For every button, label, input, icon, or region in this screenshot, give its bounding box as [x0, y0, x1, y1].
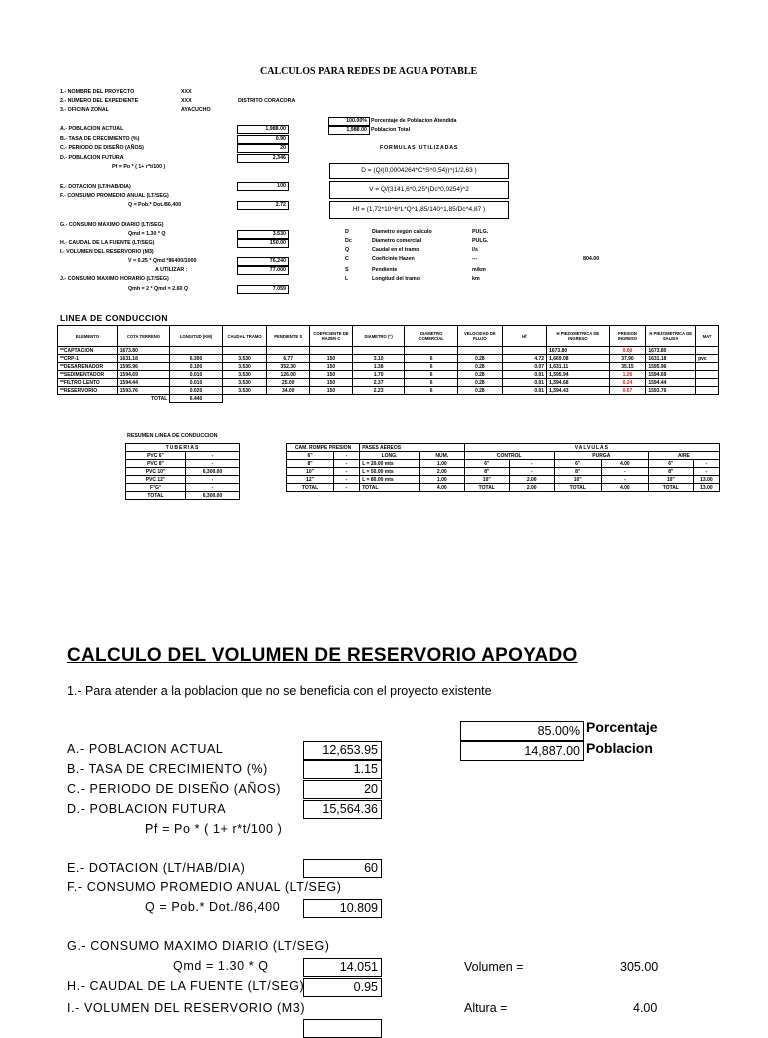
- table-row: [126, 444, 240, 452]
- oficina-value: AYACUCHO: [181, 107, 211, 113]
- formulas-title: FORMULAS UTILIZADAS: [380, 145, 459, 151]
- reservorio-subtitle: 1.- Para atender a la poblacion que no se beneficia con el proyecto existente: [67, 684, 492, 698]
- cell: 1.26: [609, 371, 646, 379]
- cell: 150: [310, 363, 353, 371]
- res-dotacion-label: E.- DOTACION (LT/HAB/DIA): [67, 861, 246, 875]
- cell: -: [334, 452, 360, 460]
- dotacion-label: E.- DOTACION (LT/HAB/DIA): [60, 184, 131, 190]
- cell: [696, 363, 719, 371]
- cell: 25.00: [267, 379, 310, 387]
- table-row: [126, 476, 240, 484]
- volumen-value: 305.00: [620, 960, 659, 974]
- cell: 6.77: [267, 355, 310, 363]
- cell: 0.07: [502, 363, 546, 371]
- pases-sub-long: LONG.: [360, 452, 420, 460]
- cell: 34.00: [267, 387, 310, 395]
- cell: L = 80.00 mts: [360, 476, 420, 484]
- page-title: CALCULOS PARA REDES DE AGUA POTABLE: [260, 66, 478, 77]
- col-header: DIAMETRO ("): [352, 326, 405, 347]
- cell: L = 20.00 mts: [360, 460, 420, 468]
- cell: [696, 379, 719, 387]
- total-value: 6.440: [170, 395, 223, 403]
- poblacion-actual-label: A.- POBLACION ACTUAL: [60, 126, 124, 132]
- total-row: [58, 395, 719, 403]
- res-periodo-value: 20: [303, 780, 382, 799]
- cell: [310, 347, 353, 355]
- cell: 1,631.11: [547, 363, 610, 371]
- consumo-max-diario-label: G.- CONSUMO MAXIMO DIARIO (LT/SEG): [60, 222, 164, 228]
- formula-hf: Hf = (1,72*10^6*L*Q^1,85/140^1,85/Dc^4,87 ): [329, 201, 509, 219]
- table-row: [287, 476, 720, 484]
- cell: -: [509, 468, 554, 476]
- table-row: [58, 363, 719, 371]
- pf-formula: Pf = Po * ( 1+ r*t/100 ): [112, 164, 166, 170]
- cell: [405, 347, 458, 355]
- table-row: [287, 484, 720, 492]
- cell: 126.00: [267, 371, 310, 379]
- cell: 150: [310, 387, 353, 395]
- res-qmd-value: 14.051: [303, 958, 382, 977]
- cell: 1594.44: [117, 379, 169, 387]
- cell: -: [693, 460, 719, 468]
- cell: 2.00: [419, 468, 464, 476]
- cell: 6.300: [170, 355, 223, 363]
- cell: -: [601, 468, 648, 476]
- cell: F°G°: [126, 484, 186, 492]
- cell: 0.01: [502, 379, 546, 387]
- periodo-value: 20: [237, 144, 289, 153]
- cell: 1595.96: [117, 363, 169, 371]
- res-caudal-fuente-label: H.- CAUDAL DE LA FUENTE (LT/SEG): [67, 979, 305, 993]
- table-row: [58, 355, 719, 363]
- cell: 1.00: [419, 476, 464, 484]
- qmd-formula: Qmd = 1.30 * Q: [128, 231, 166, 237]
- cell: -: [186, 452, 240, 460]
- project-name-label: 1.- NOMBRE DEL PROYECTO: [60, 89, 135, 95]
- cell: 1,594.68: [547, 379, 610, 387]
- cell: PVC 12": [126, 476, 186, 484]
- legend-sym: C: [345, 256, 349, 262]
- table-row: [287, 452, 720, 460]
- cell: 150: [310, 355, 353, 363]
- cell: 2.00: [509, 476, 554, 484]
- cell: -: [334, 468, 360, 476]
- cell: 37.90: [609, 355, 646, 363]
- cell: 2.37: [352, 379, 405, 387]
- altura-value: 4.00: [633, 1001, 658, 1015]
- legend-sym: D: [345, 229, 349, 235]
- cell: 6: [405, 363, 458, 371]
- res-q-value: 10.809: [303, 899, 382, 918]
- cell: 1594.69: [117, 371, 169, 379]
- cam-header: CAM. ROMPE PRESION: [287, 444, 360, 452]
- table-row: [58, 387, 719, 395]
- cell: 150: [310, 379, 353, 387]
- atendida-pct-value: 100.00%: [328, 117, 370, 126]
- cell: 1631.18: [117, 355, 169, 363]
- cell: 8": [554, 468, 601, 476]
- res-dotacion-value: 60: [303, 859, 382, 878]
- cell: 6: [405, 379, 458, 387]
- cell: 1,669.08: [547, 355, 610, 363]
- cell: PVC 10": [126, 468, 186, 476]
- cell: 1594.69: [646, 371, 696, 379]
- cell: pvc: [696, 355, 719, 363]
- cell: 1593.76: [646, 387, 696, 395]
- consumo-max-horario-label: J.- CONSUMO MAXIMO HORARIO (LT/SEG): [60, 276, 169, 282]
- cell: 0.00: [609, 347, 646, 355]
- cell: -: [186, 484, 240, 492]
- res-q-formula: Q = Pob.* Dot./86,400: [145, 900, 281, 914]
- expediente-label: 2.- NUMERO DEL EXPEDIENTE: [60, 98, 139, 104]
- cell: TOTAL: [360, 484, 420, 492]
- cell: 13.00: [693, 484, 719, 492]
- expediente-value: XXX: [181, 98, 192, 104]
- cell: 1673.80: [117, 347, 169, 355]
- cell: 0.67: [609, 387, 646, 395]
- cell: 3.530: [222, 371, 267, 379]
- cell: 1595.96: [646, 363, 696, 371]
- table-row: [126, 468, 240, 476]
- tuberias-table: [125, 443, 240, 500]
- oficina-label: 3.- OFICINA ZONAL: [60, 107, 109, 113]
- tasa-value: 0.90: [237, 135, 289, 144]
- col-header: LONGITUD (KM): [170, 326, 223, 347]
- utilizar-label: A UTILIZAR :: [155, 267, 188, 273]
- cell: -: [186, 460, 240, 468]
- res-poblacion-futura-label: D.- POBLACION FUTURA: [67, 802, 227, 816]
- resumen-title: RESUMEN LINEA DE CONDUCCION: [127, 433, 218, 439]
- cell: [696, 371, 719, 379]
- linea-title: LINEA DE CONDUCCION: [60, 313, 168, 323]
- cell: 10": [554, 476, 601, 484]
- porcentaje-label: Porcentaje: [586, 719, 658, 735]
- legend-unit: PULG.: [472, 238, 489, 244]
- legend-unit: ---: [472, 256, 478, 262]
- cell: 0.01: [502, 387, 546, 395]
- cell: 1.70: [352, 371, 405, 379]
- cell: 1,594.43: [547, 387, 610, 395]
- valv-sub-control: CONTROL: [464, 452, 554, 460]
- res-caudal-fuente-value: 0.95: [303, 978, 382, 997]
- qmh-formula: Qmh = 2 * Qmd = 2.60 Q: [128, 286, 189, 292]
- cell: 3.530: [222, 379, 267, 387]
- res-tasa-value: 1.15: [303, 760, 382, 779]
- consumo-promedio-label: F.- CONSUMO PROMEDIO ANUAL (LT/SEG): [60, 193, 169, 199]
- q-value: 2.72: [237, 201, 289, 210]
- poblacion-futura-value: 2,346: [237, 154, 289, 163]
- linea-table: [57, 325, 719, 403]
- cell: -: [334, 484, 360, 492]
- cell: 13.00: [693, 476, 719, 484]
- cell: 4.00: [419, 484, 464, 492]
- caudal-fuente-value: 150.00: [237, 239, 289, 248]
- linea-header-row: [58, 326, 719, 347]
- cell: [696, 347, 719, 355]
- res-periodo-label: C.- PERIODO DE DISEÑO (AÑOS): [67, 782, 282, 796]
- legend-desc: Diametro comercial: [372, 238, 422, 244]
- col-header: COEFICIENTE DE HAZEN C: [310, 326, 353, 347]
- cell: -: [693, 468, 719, 476]
- poblacion-actual-value: 1,988.00: [237, 125, 289, 134]
- legend-sym: Q: [345, 247, 350, 253]
- poblacion-total-value: 1,988.00: [328, 126, 370, 135]
- cell: TOTAL: [287, 484, 334, 492]
- legend-desc: Coeficinte Hazen: [372, 256, 415, 262]
- cell: **FILTRO LENTO: [58, 379, 118, 387]
- cell: 6": [648, 460, 693, 468]
- res-volumen-value-box: [303, 1019, 382, 1038]
- cell: 0.01: [502, 371, 546, 379]
- caudal-fuente-label: H.- CAUDAL DE LA FUENTE (LT/SEG): [60, 240, 155, 246]
- volumen-label: Volumen =: [464, 960, 524, 974]
- cell: 0.010: [170, 379, 223, 387]
- cell: 1.38: [352, 363, 405, 371]
- cell: 150: [310, 371, 353, 379]
- cell: 0.28: [457, 387, 502, 395]
- col-header: ELEMENTO: [58, 326, 118, 347]
- cell: 2.00: [509, 484, 554, 492]
- cell: 3.530: [222, 355, 267, 363]
- cell: 0.24: [609, 379, 646, 387]
- v-value: 76.240: [237, 257, 289, 266]
- cell: 8": [648, 468, 693, 476]
- valvulas-header: VALVULAS: [464, 444, 719, 452]
- col-header: Hf: [502, 326, 546, 347]
- cell: 6": [554, 460, 601, 468]
- cell: -: [601, 476, 648, 484]
- v-formula: V = 0.25 * Qmd *86400/1000: [128, 258, 197, 264]
- atendida-pct-label: Porcentaje de Poblacion Atendida: [371, 118, 457, 124]
- table-row: [58, 371, 719, 379]
- cell: 6": [287, 452, 334, 460]
- legend-sym: S: [345, 267, 349, 273]
- col-header: PRESION INGRESO: [609, 326, 646, 347]
- tasa-label: B.- TASA DE CRECIMIENTO (%): [60, 136, 140, 142]
- cell: 0.28: [457, 363, 502, 371]
- cell: 10": [648, 476, 693, 484]
- cell: -: [509, 460, 554, 468]
- cell: 2.23: [352, 387, 405, 395]
- cell: **RESERVORIO: [58, 387, 118, 395]
- cell: L = 50.00 mts: [360, 468, 420, 476]
- district-value: DISTRITO CORACORA: [238, 98, 296, 104]
- cell: [267, 347, 310, 355]
- table-row: [58, 347, 719, 355]
- cell: 6,300.00: [186, 468, 240, 476]
- cell: 0.010: [170, 371, 223, 379]
- cell: 0.28: [457, 379, 502, 387]
- cell: **SEDIMENTADOR: [58, 371, 118, 379]
- cell: 1673.80: [646, 347, 696, 355]
- res-poblacion-actual-label: A.- POBLACION ACTUAL: [67, 742, 224, 756]
- cell: 1594.44: [646, 379, 696, 387]
- cell: 8": [464, 468, 509, 476]
- res-qmd-formula: Qmd = 1.30 * Q: [173, 959, 269, 973]
- cell: 3.10: [352, 355, 405, 363]
- cell: 6": [464, 460, 509, 468]
- col-header: VELOCIDAD DE FLUJO: [457, 326, 502, 347]
- col-header: CAUDAL TRAMO: [222, 326, 267, 347]
- total-label: TOTAL: [151, 395, 168, 402]
- col-header: PENDIENTE S: [267, 326, 310, 347]
- cell: [170, 347, 223, 355]
- cell: 6: [405, 355, 458, 363]
- cell: 10": [464, 476, 509, 484]
- altura-label: Altura =: [464, 1001, 508, 1015]
- legend-unit: PULG.: [472, 229, 489, 235]
- cell: 0.28: [457, 371, 502, 379]
- cell: 3.530: [222, 363, 267, 371]
- res-volumen-label: I.- VOLUMEN DEL RESERVORIO (M3): [67, 1001, 306, 1015]
- table-row: [287, 460, 720, 468]
- cell: [352, 347, 405, 355]
- cell: 0.100: [170, 363, 223, 371]
- pases-sub-num: NUM.: [419, 452, 464, 460]
- cell: [222, 347, 267, 355]
- legend-sym: Dc: [345, 238, 352, 244]
- cell: 10": [287, 468, 334, 476]
- cell: 4.00: [601, 460, 648, 468]
- legend-unit: m/km: [472, 267, 486, 273]
- cell: 3.530: [222, 387, 267, 395]
- table-row: [126, 484, 240, 492]
- legend-desc: Caudal en el tramo: [372, 247, 420, 253]
- qmd-value: 3.530: [237, 230, 289, 239]
- q-formula: Q = Pob.* Dot./86,400: [128, 202, 182, 208]
- cell: -: [186, 476, 240, 484]
- res-poblacion-futura-value: 15,564.36: [303, 800, 382, 819]
- periodo-label: C.- PERIODO DE DISEÑO (AÑOS): [60, 145, 144, 151]
- col-header: H PIEZOMETRICA DE INGRESO: [547, 326, 610, 347]
- legend-desc: Pendiente: [372, 267, 398, 273]
- cell: 35.15: [609, 363, 646, 371]
- legend-sym: L: [345, 276, 349, 282]
- legend-unit: l/s: [472, 247, 478, 253]
- cell: PVC 8": [126, 460, 186, 468]
- poblacion-total-label: Poblacion Total: [371, 127, 411, 133]
- res-pf-formula: Pf = Po * ( 1+ r*t/100 ): [145, 822, 283, 836]
- dotacion-value: 100: [237, 182, 289, 191]
- cell: 1593.76: [117, 387, 169, 395]
- accesorios-table: [286, 443, 720, 492]
- cell: 6: [405, 387, 458, 395]
- table-row: [58, 379, 719, 387]
- poblacion-value: 14,887.00: [460, 741, 584, 761]
- cell: 4.00: [601, 484, 648, 492]
- cell: **DESARENADOR: [58, 363, 118, 371]
- table-row: [126, 460, 240, 468]
- col-header: MAT: [696, 326, 719, 347]
- cell: -: [334, 476, 360, 484]
- cell: -: [334, 460, 360, 468]
- porcentaje-value: 85.00%: [460, 721, 584, 741]
- cell: 6: [405, 371, 458, 379]
- cell: TOTAL: [464, 484, 509, 492]
- legend-desc: Diametro según calculo: [372, 229, 432, 235]
- utilizar-value: 77.000: [237, 266, 289, 275]
- cell: 1631.18: [646, 355, 696, 363]
- res-consumo-max-diario-label: G.- CONSUMO MAXIMO DIARIO (LT/SEG): [67, 939, 330, 953]
- cell: **CAPTACION: [58, 347, 118, 355]
- col-header: H PIEZOMETRICA DE SALIDA: [646, 326, 696, 347]
- volumen-reservorio-label: I.- VOLUMEN DEL RESERVORIO (M3): [60, 249, 154, 255]
- col-header: COTA TERRENO: [117, 326, 169, 347]
- table-row: [287, 468, 720, 476]
- pases-header: PASES AEREOS: [360, 444, 465, 452]
- table-row: [287, 444, 720, 452]
- res-consumo-promedio-label: F.- CONSUMO PROMEDIO ANUAL (LT/SEG): [67, 880, 342, 894]
- legend-desc: Longitud del tramo: [372, 276, 420, 282]
- cell: 6,300.00: [186, 492, 240, 500]
- cell: 1.00: [419, 460, 464, 468]
- valv-sub-purga: PURGA: [554, 452, 648, 460]
- cell: 8": [287, 460, 334, 468]
- cell: 0.28: [457, 355, 502, 363]
- cell: [457, 347, 502, 355]
- cell: [502, 347, 546, 355]
- extra-value: 804.00: [583, 256, 600, 262]
- table-row: [126, 452, 240, 460]
- legend-unit: km: [472, 276, 480, 282]
- cell: 4.72: [502, 355, 546, 363]
- cell: 1673.80: [547, 347, 610, 355]
- qmh-value: 7.059: [237, 285, 289, 294]
- res-tasa-label: B.- TASA DE CRECIMIENTO (%): [67, 762, 268, 776]
- poblacion-label: Poblacion: [586, 740, 653, 756]
- cell: TOTAL: [554, 484, 601, 492]
- tuberias-header: TUBERIAS: [126, 444, 240, 452]
- cell: **CRP-1: [58, 355, 118, 363]
- poblacion-futura-label: D.- POBLACION FUTURA: [60, 155, 124, 161]
- cell: TOTAL: [648, 484, 693, 492]
- cell: 1,595.94: [547, 371, 610, 379]
- col-header: DIAMETRO COMERCIAL: [405, 326, 458, 347]
- cell: 0.020: [170, 387, 223, 395]
- formula-d: D = (Q/(0,0004264*C*S^0,54))^(1/2,63 ): [329, 163, 509, 179]
- table-row: [126, 492, 240, 500]
- reservorio-title: CALCULO DEL VOLUMEN DE RESERVORIO APOYADO: [67, 645, 578, 666]
- valv-sub-aire: AIRE: [648, 452, 719, 460]
- cell: 12": [287, 476, 334, 484]
- res-poblacion-actual-value: 12,653.95: [303, 741, 382, 760]
- cell: PVC 6": [126, 452, 186, 460]
- project-name-value: XXX: [181, 89, 192, 95]
- cell: 352.30: [267, 363, 310, 371]
- cell: [696, 387, 719, 395]
- cell: TOTAL: [126, 492, 186, 500]
- formula-v: V = Q/(3141,6*0,25*(Dc*0,0254)^2: [329, 181, 509, 199]
